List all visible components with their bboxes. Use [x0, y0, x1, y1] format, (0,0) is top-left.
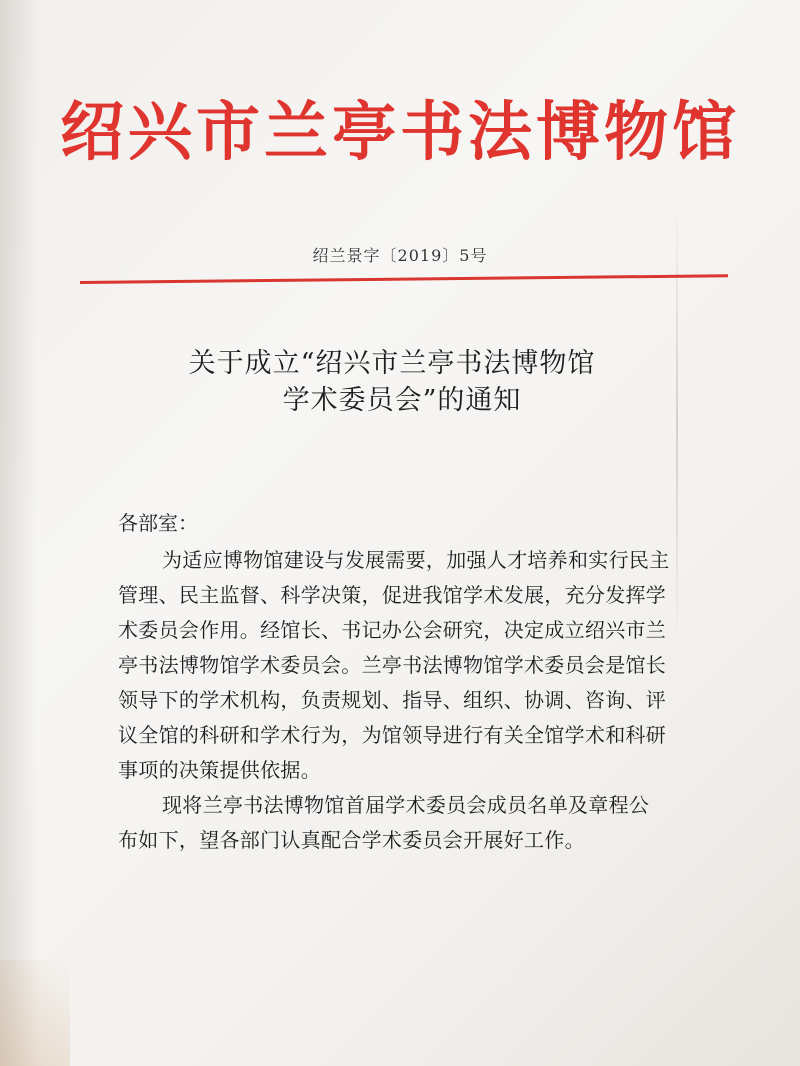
letterhead-title: 绍兴市兰亭书法博物馆 [60, 95, 740, 170]
page-shadow [0, 0, 38, 1066]
body-line: 术委员会作用。经馆长、书记办公会研究，决定成立绍兴市兰 [118, 618, 667, 642]
body-line: 亭书法博物馆学术委员会。兰亭书法博物馆学术委员会是馆长 [118, 653, 667, 677]
salutation: 各部室： [118, 511, 198, 535]
notice-title-line-1: 关于成立“绍兴市兰亭书法博物馆 [188, 348, 596, 379]
letterhead-divider [80, 274, 728, 284]
body-line: 为适应博物馆建设与发展需要，加强人才培养和实行民主 [162, 548, 670, 572]
body-line: 管理、民主监督、科学决策，促进我馆学术发展，充分发挥学 [118, 583, 667, 607]
body-line: 领导下的学术机构，负责规划、指导、组织、协调、咨询、评 [118, 688, 667, 712]
notice-title-line-2: 学术委员会”的通知 [282, 385, 522, 416]
body-line: 现将兰亭书法博物馆首届学术委员会成员名单及章程公 [162, 793, 650, 817]
body-line: 议全馆的科研和学术行为，为馆领导进行有关全馆学术和科研 [118, 723, 667, 747]
body-line: 布如下，望各部门认真配合学术委员会开展好工作。 [118, 828, 585, 852]
desk-corner [0, 960, 70, 1066]
body-line: 事项的决策提供依据。 [118, 758, 321, 782]
document-number: 绍兰景字〔2019〕5号 [312, 246, 488, 265]
